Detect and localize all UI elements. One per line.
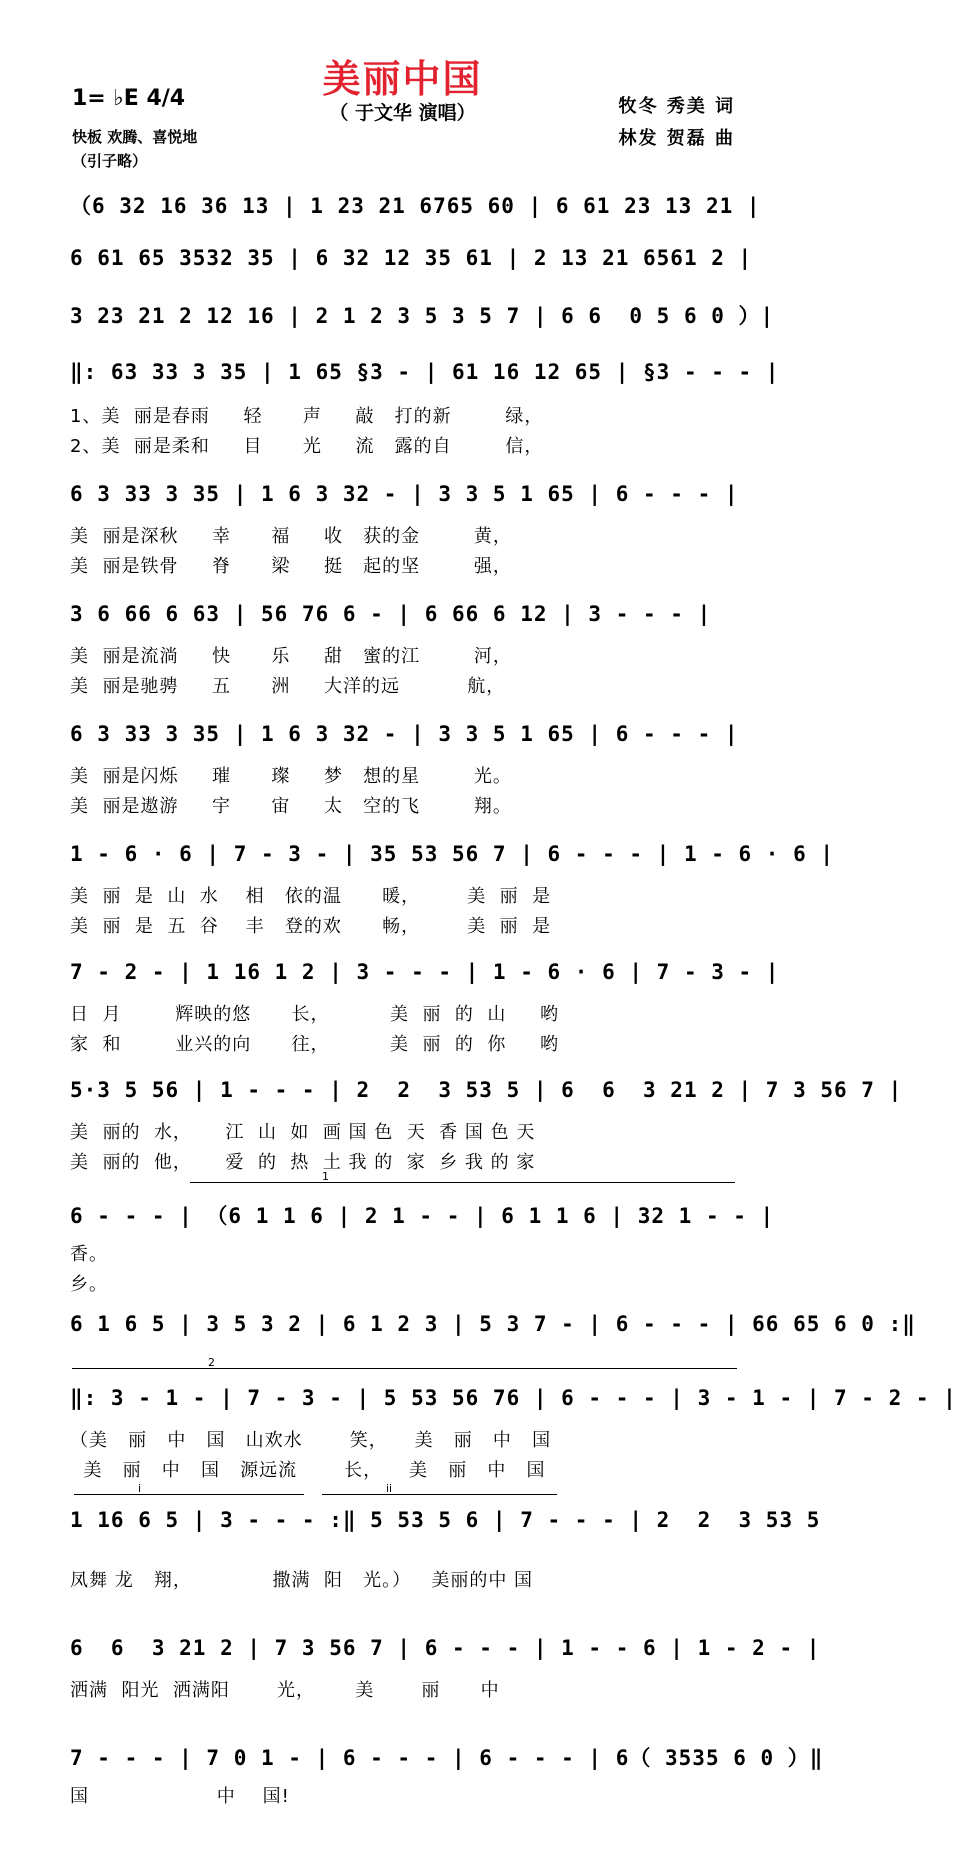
lyric-row: 美 丽是驰骋 五 洲 大洋的远 航， xyxy=(70,676,506,697)
volta-label: 2 xyxy=(208,1356,215,1369)
notation-row: 7 - 2 - | 1 16 1 2 | 3 - - - | 1 - 6 · 6 | 7 - 3 - | xyxy=(70,960,780,984)
lyric-row: 美 丽的 他， 爱 的 热 土 我 的 家 乡 我 的 家 xyxy=(70,1152,536,1173)
notation-row: 5·3 5 56 | 1 - - - | 2 2 3 53 5 | 6 6 3 21 2 | 7 3 56 7 | xyxy=(70,1078,903,1102)
volta-label: ii xyxy=(386,1482,393,1495)
notation-row: ‖: 3 - 1 - | 7 - 3 - | 5 53 56 76 | 6 - - - | 3 - 1 - | 7 - 2 - | xyxy=(70,1386,957,1410)
notation-row: 1 16 6 5 | 3 - - - :‖ 5 53 5 6 | 7 - - - | 2 2 3 53 5 xyxy=(70,1508,821,1532)
lyric-row: 2、美 丽是柔和 目 光 流 露的自 信， xyxy=(70,436,544,457)
lyric-row: 美 丽是流淌 快 乐 甜 蜜的江 河， xyxy=(70,646,512,667)
lyric-row: 美 丽 中 国 源远流 长， 美 丽 中 国 xyxy=(70,1460,546,1481)
lyric-row: 家 和 业兴的向 往， 美 丽 的 你 哟 xyxy=(70,1034,559,1055)
lyric-row: 美 丽的 水， 江 山 如 画 国 色 天 香 国 色 天 xyxy=(70,1122,536,1143)
tempo-marking: 快板 欢腾、喜悦地 xyxy=(72,128,198,146)
volta-bracket xyxy=(190,1182,735,1183)
notation-row: 6 - - - | （6 1 1 6 | 2 1 - - | 6 1 1 6 | 32 1 - - | xyxy=(70,1204,775,1228)
lyric-row: 洒满 阳光 洒满阳 光， 美 丽 中 xyxy=(70,1680,500,1701)
volta-label: 1 xyxy=(322,1170,329,1183)
lyric-row: 美 丽 是 山 水 相 依的温 暖， 美 丽 是 xyxy=(70,886,552,907)
lyric-row: 美 丽是闪烁 璀 璨 梦 想的星 光。 xyxy=(70,766,512,787)
lyric-row: 1、美 丽是春雨 轻 声 敲 打的新 绿， xyxy=(70,406,544,427)
lyricist-credit: 牧冬 秀美 词 xyxy=(618,96,735,117)
intro-note: （引子略） xyxy=(72,152,148,170)
lyric-row: 美 丽是遨游 宇 宙 太 空的飞 翔。 xyxy=(70,796,512,817)
notation-row: 6 6 3 21 2 | 7 3 56 7 | 6 - - - | 1 - - 6 | 1 - 2 - | xyxy=(70,1636,821,1660)
notation-row: （6 32 16 36 13 | 1 23 21 6765 60 | 6 61 23 13 21 | xyxy=(70,194,761,218)
notation-row: 6 3 33 3 35 | 1 6 3 32 - | 3 3 5 1 65 | 6 - - - | xyxy=(70,482,739,506)
lyric-row: 香。 xyxy=(70,1244,108,1265)
lyric-row: （美 丽 中 国 山欢水 笑， 美 丽 中 国 xyxy=(70,1430,552,1451)
singer-credit: （ 于文华 演唱） xyxy=(329,102,476,124)
volta-bracket xyxy=(322,1494,557,1495)
notation-row: ‖: 63 33 3 35 | 1 65 §3 - | 61 16 12 65 | §3 - - - | xyxy=(70,360,780,384)
key-signature: 1= ♭E 4/4 xyxy=(72,86,186,111)
lyric-row: 美 丽是铁骨 脊 梁 挺 起的坚 强， xyxy=(70,556,512,577)
notation-row: 6 1 6 5 | 3 5 3 2 | 6 1 2 3 | 5 3 7 - | 6 - - - | 66 65 6 0 :‖ xyxy=(70,1312,916,1336)
lyric-row: 日 月 辉映的悠 长， 美 丽 的 山 哟 xyxy=(70,1004,559,1025)
notation-row: 1 - 6 · 6 | 7 - 3 - | 35 53 56 7 | 6 - - - | 1 - 6 · 6 | xyxy=(70,842,835,866)
lyric-row: 乡。 xyxy=(70,1274,108,1295)
notation-row: 6 61 65 3532 35 | 6 32 12 35 61 | 2 13 21 6561 2 | xyxy=(70,246,753,270)
lyric-row: 凤舞 龙 翔， 撒满 阳 光。） 美丽的中 国 xyxy=(70,1570,534,1591)
volta-bracket xyxy=(74,1494,304,1495)
notation-row: 6 3 33 3 35 | 1 6 3 32 - | 3 3 5 1 65 | 6 - - - | xyxy=(70,722,739,746)
song-title: 美丽中国 xyxy=(322,57,483,101)
notation-row: 3 6 66 6 63 | 56 76 6 - | 6 66 6 12 | 3 - - - | xyxy=(70,602,712,626)
volta-label: i xyxy=(138,1482,142,1495)
lyric-row: 美 丽 是 五 谷 丰 登的欢 畅， 美 丽 是 xyxy=(70,916,552,937)
lyric-row: 美 丽是深秋 幸 福 收 获的金 黄， xyxy=(70,526,512,547)
composer-credit: 林发 贺磊 曲 xyxy=(618,128,735,149)
lyric-row: 国 中 国! xyxy=(70,1786,290,1807)
volta-bracket xyxy=(72,1368,737,1369)
notation-row: 7 - - - | 7 0 1 - | 6 - - - | 6 - - - | 6（ 3535 6 0 ）‖ xyxy=(70,1746,824,1770)
notation-row: 3 23 21 2 12 16 | 2 1 2 3 5 3 5 7 | 6 6 0 5 6 0 ）| xyxy=(70,304,775,328)
